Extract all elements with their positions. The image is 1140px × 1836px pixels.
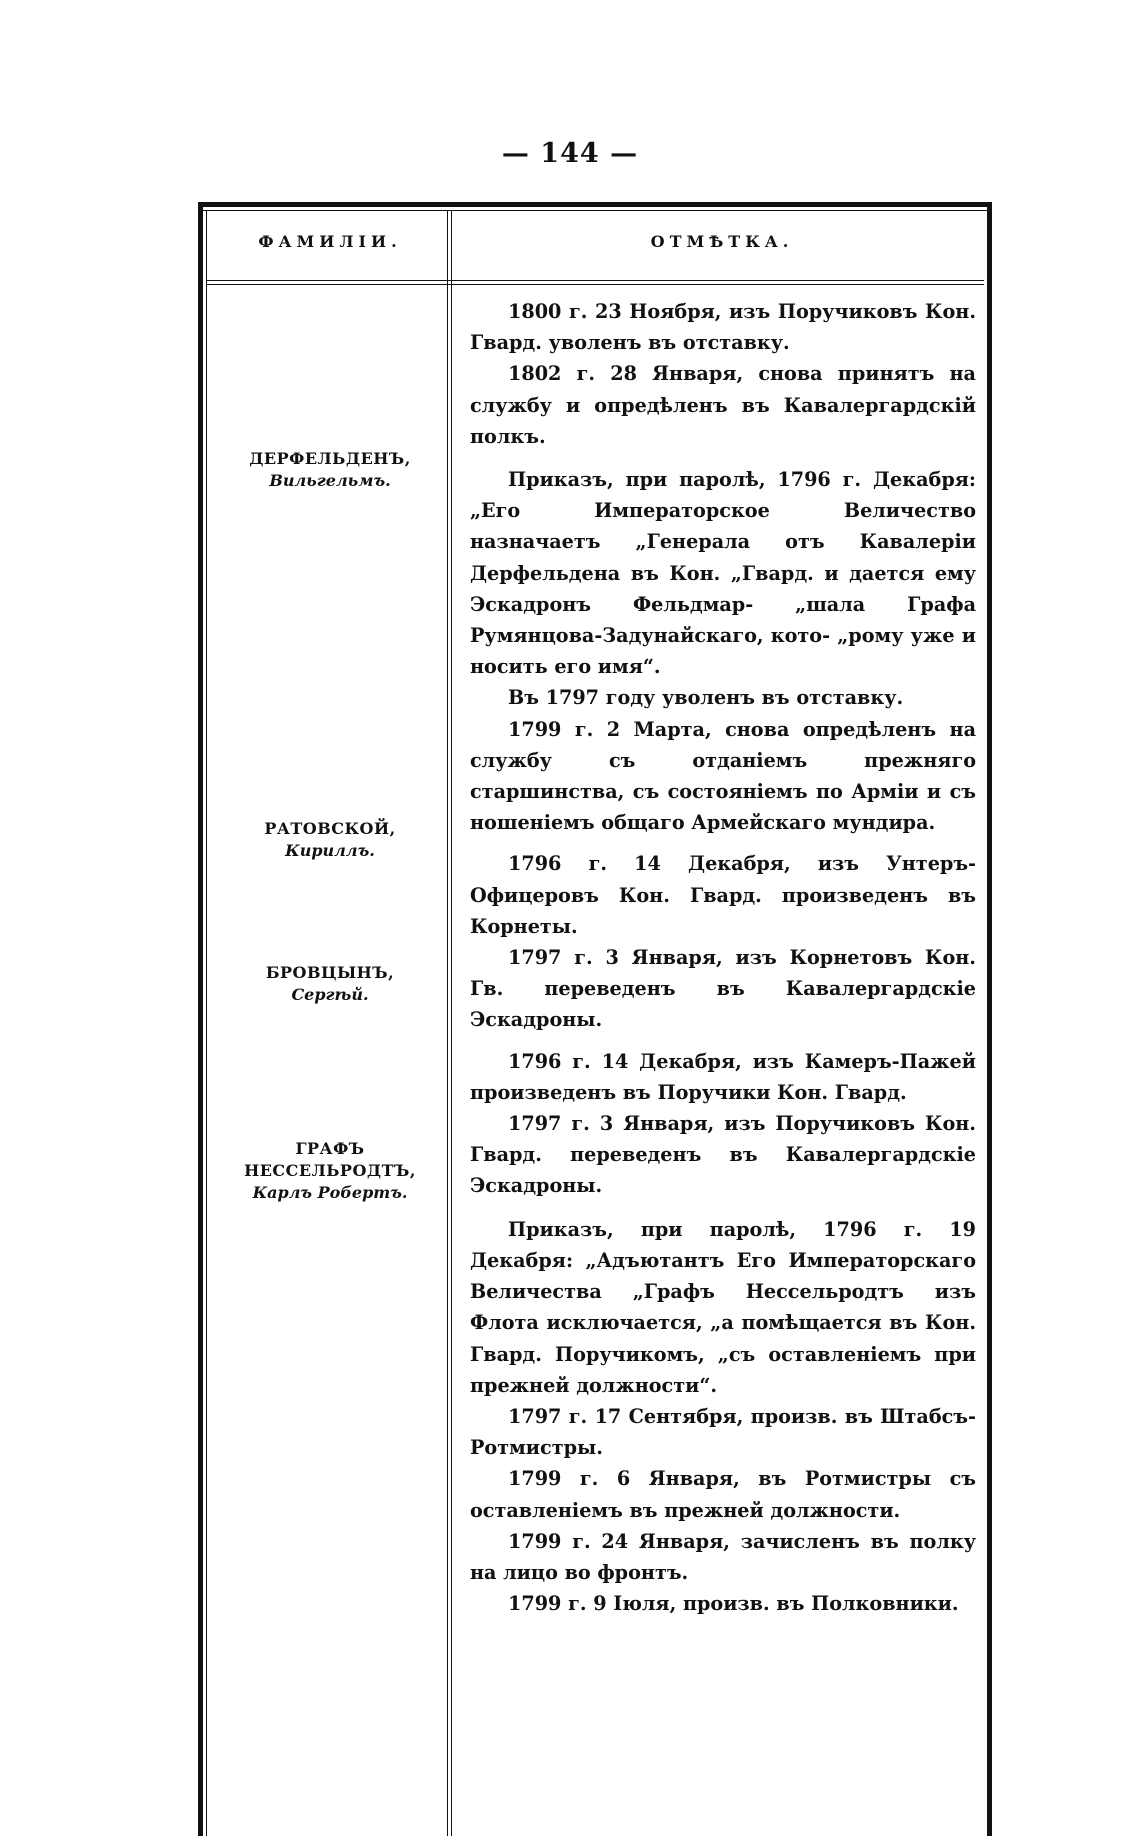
table-rule-left <box>198 202 203 1836</box>
spacer <box>470 452 976 464</box>
record-group-intro <box>470 296 976 452</box>
entry: Приказъ, при паролѣ, 1796 г. Декабря: „Его Императорское Величество назначаетъ „Генерала отъ Кавалерiи Дерфельдена въ Кон. „Гвард. и дается ему Эскадронъ Фельдмар- „шала Графа Румянцова-Задунайскаго, кото- „рому уже и носить его имя“. <box>470 468 976 679</box>
column-header-names: ФАМИЛIИ. <box>258 232 402 251</box>
given-name: Карлъ Робертъ. <box>252 1183 408 1202</box>
entry: 1799 г. 9 Iюля, произв. въ Полковники. <box>508 1592 959 1616</box>
entry: 1799 г. 2 Марта, снова опредѣленъ на службу съ отданiемъ прежняго старшинства, съ состоянiемъ по Армiи и съ ношенiемъ общаго Армейскаго мундира. <box>470 717 976 835</box>
spacer <box>470 1202 976 1214</box>
given-name: Сергѣй. <box>291 985 369 1004</box>
entry: 1797 г. 3 Января, изъ Поручиковъ Кон. Гвард. переведенъ въ Кавалергардскiе Эскадроны. <box>470 1112 976 1198</box>
notes-column <box>470 296 976 1619</box>
entry: 1796 г. 14 Декабря, изъ Камеръ-Пажей произведенъ въ Поручики Кон. Гвард. <box>470 1049 976 1104</box>
entry: 1796 г. 14 Декабря, изъ Унтеръ-Офицеровъ Кон. Гвард. произведенъ въ Корнеты. <box>470 852 976 938</box>
name-entry-derfelden <box>212 448 448 492</box>
entry: Въ 1797 году уволенъ въ отставку. <box>508 686 904 710</box>
table-rule-right <box>987 202 992 1836</box>
surname: РАТОВСКОЙ, <box>264 819 396 838</box>
surname: ГРАФЪ НЕССЕЛЬРОДТЪ, <box>244 1139 416 1180</box>
entry: 1800 г. 23 Ноября, изъ Поручиковъ Кон. Гвард. уволенъ въ отставку. <box>470 300 976 355</box>
header-rule-inner <box>206 284 984 285</box>
header-rule <box>206 280 984 281</box>
table-rule-top <box>198 202 992 207</box>
page-number: — 144 — <box>501 138 639 169</box>
record-group-brovtsyn <box>470 1046 976 1202</box>
entry: Приказъ, при паролѣ, 1796 г. 19 Декабря: „Адъютантъ Его Императорскаго Величества „Графъ Нессельродтъ изъ Флота исключается, „а помѣщается въ Кон. Гвард. Поручикомъ, „съ оставленiемъ при прежней должности“. <box>470 1217 976 1397</box>
name-entry-ratovskoy <box>212 818 448 862</box>
given-name: Вильгельмъ. <box>269 471 391 490</box>
entry: 1797 г. 3 Января, изъ Корнетовъ Кон. Гв. переведенъ въ Кавалергардскiе Эскадроны. <box>470 946 976 1032</box>
column-divider-inner <box>451 210 452 1836</box>
record-group-ratovskoy <box>470 848 976 1035</box>
entry: 1799 г. 24 Января, зачисленъ въ полку на лицо во фронтъ. <box>470 1529 976 1584</box>
record-group-nesselrode <box>470 1214 976 1620</box>
spacer <box>470 838 976 848</box>
table-rule-left-inner <box>206 210 207 1836</box>
given-name: Кириллъ. <box>285 841 375 860</box>
surname: ДЕРФЕЛЬДЕНЪ, <box>249 449 411 468</box>
column-header-notes: ОТМѢТКА. <box>650 232 794 251</box>
name-entry-nesselrode <box>212 1138 448 1204</box>
entry: 1802 г. 28 Января, снова принятъ на службу и опредѣленъ въ Кавалергардскiй полкъ. <box>470 362 976 448</box>
record-group-derfelden <box>470 464 976 838</box>
surname: БРОВЦЫНЪ, <box>265 963 395 982</box>
spacer <box>470 1036 976 1046</box>
name-entry-brovtsyn <box>212 962 448 1006</box>
entry: 1799 г. 6 Января, въ Ротмистры съ оставленiемъ въ прежней должности. <box>470 1467 976 1522</box>
entry: 1797 г. 17 Сентября, произв. въ Штабсъ-Ротмистры. <box>470 1404 976 1460</box>
table-rule-top-inner <box>198 210 992 211</box>
